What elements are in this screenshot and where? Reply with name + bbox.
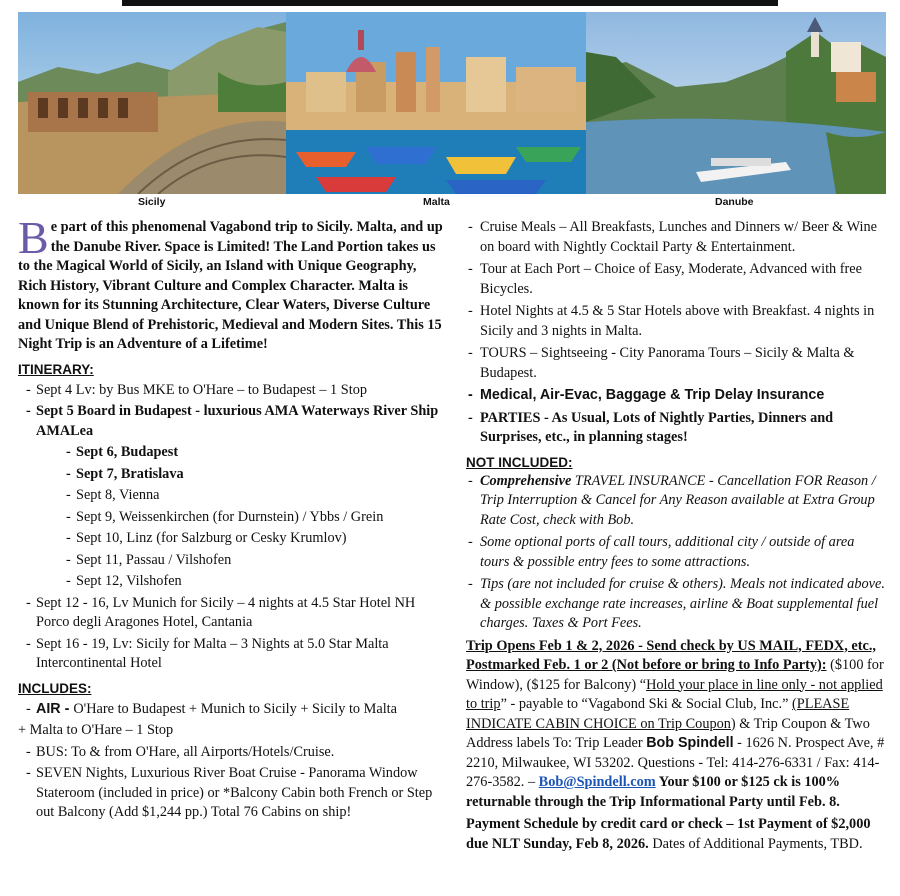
caption-sicily: Sicily [138,196,166,208]
intro-text: e part of this phenomenal Vagabond trip to Sicily. Malta, and up the Danube River. Space is Limited! The Land Portion takes us to the Magical World of Sicily, an Island with Unique Geography, Rich History, Vibrant Culture and Complex Character. Malta is known for its Stunning Architecture, Clear Waters, Diverse Culture and Unique Blend of Prehistoric, Medieval and Modern Sites. This 15 Night Trip is an Adventure of a Lifetime! [18,219,443,352]
right-column [466,218,886,854]
itinerary-item: - Sept 7, Bratislava [18,465,448,485]
includes-parties: - PARTIES - As Usual, Lots of Nightly Parties, Dinners and Surprises, etc., in planning stages! [466,409,886,448]
itinerary-item: - Sept 8, Vienna [18,486,448,506]
includes-tours: - TOURS – Sightseeing - City Panorama Tours – Sicily & Malta & Budapest. [466,344,886,383]
itinerary-heading: ITINERARY: [18,361,94,377]
payment-text: Dates of Additional Payments, TBD. [648,835,863,852]
photo-strip [18,12,886,194]
email-link[interactable]: Bob@Spindell.com [538,774,656,790]
hold-place-text: Hold your place in line only - not applied to trip [466,676,883,712]
payment-bold: Payment Schedule by credit card or check – 1st Payment of $2,000 due NLT Sunday, Feb 8, 2026. [466,816,871,852]
payment-paragraph [466,815,886,854]
includes-air [18,700,448,720]
trip-opens-text-4: - 1626 N. Prospect Ave, # 2210, Milwaukee, WI 53202. Questions - Tel: 414-276-6331 / Fax: 414-276-3582. – [466,735,885,790]
insurance-text: TRAVEL INSURANCE - Cancellation FOR Reason / Trip Interruption & Cancel for Any Reason available at Extra Group Rate Cost, check with Bob. [480,472,876,528]
includes-cruise: - SEVEN Nights, Luxurious River Boat Cruise - Panorama Window Stateroom (included in price) or *Balcony Cabin both French or Step out Balcony (Add $1,244 pp.) Total 76 Cabins on ship! [18,764,448,823]
dropcap: B [18,212,49,263]
includes-tour: - Tour at Each Port – Choice of Easy, Moderate, Advanced with free Bicycles. [466,260,886,299]
left-column [18,212,448,825]
includes-medical: - Medical, Air-Evac, Baggage & Trip Delay Insurance [466,386,886,406]
itinerary-item: - Sept 5 Board in Budapest - luxurious AMA Waterways River Ship AMALea [18,402,448,441]
not-included-optional: - Some optional ports of call tours, additional city / outside of area tours & possible entry fees to some attractions. [466,533,886,572]
not-included-tips: - Tips (are not included for cruise & others). Meals not indicated above. & possible exchange rate increases, airline & Boat supplemental fuel charges. Taxes & Port Fees. [466,575,886,634]
intro-paragraph [18,212,448,355]
trip-opens-paragraph [466,637,886,813]
itinerary-item: - Sept 11, Passau / Vilshofen [18,551,448,571]
includes-air-cont: + Malta to O'Hare – 1 Stop [18,722,174,738]
itinerary-item: - Sept 6, Budapest [18,443,448,463]
itinerary-item: - Sept 9, Weissenkirchen (for Durnstein) / Ybbs / Grein [18,508,448,528]
malta-photo [286,12,586,194]
trip-opens-bold: Trip Opens Feb 1 & 2, 2026 - Send check by US MAIL, FEDX, etc., Postmarked Feb. 1 or 2 (Not before or bring to Info Party): [466,637,876,673]
danube-photo [586,12,886,194]
air-text: O'Hare to Budapest + Munich to Sicily + Sicily to Malta [73,700,397,717]
trip-opens-text-5: Your $100 or $125 ck is 100% returnable through the Trip Informational Party until Feb. 8. [466,774,841,810]
includes-hotel: - Hotel Nights at 4.5 & 5 Star Hotels above with Breakfast. 4 nights in Sicily and 3 nights in Malta. [466,302,886,341]
itinerary-item: - Sept 4 Lv: by Bus MKE to O'Hare – to Budapest – 1 Stop [18,381,448,401]
caption-danube: Danube [715,196,754,208]
air-label: AIR - [36,700,74,717]
caption-malta: Malta [423,196,450,208]
not-included-heading: NOT INCLUDED: [466,454,573,470]
sicily-photo [18,12,286,194]
not-included-insurance [466,472,886,531]
trip-leader-name: Bob Spindell [646,735,734,751]
top-bar [122,0,778,6]
trip-opens-text-1: ($100 for Window), ($125 for Balcony) “ [466,657,884,693]
itinerary-item: - Sept 12 - 16, Lv Munich for Sicily – 4 nights at 4.5 Star Hotel NH Porco degli Aragones Hotel, Cantania [18,594,448,633]
insurance-bold: Comprehensive [480,472,572,489]
includes-heading: INCLUDES: [18,680,92,696]
itinerary-item: - Sept 12, Vilshofen [18,572,448,592]
itinerary-item: - Sept 16 - 19, Lv: Sicily for Malta – 3 Nights at 5.0 Star Malta Intercontinental Hotel [18,635,448,674]
includes-meals: - Cruise Meals – All Breakfasts, Lunches and Dinners w/ Beer & Wine on board with Nightly Cocktail Party & Entertainment. [466,218,886,257]
cabin-choice-text: (PLEASE INDICATE CABIN CHOICE on Trip Coupon) [466,696,850,732]
trip-opens-text-3: & Trip Coupon & Two Address labels To: Trip Leader [466,715,870,751]
includes-bus: - BUS: To & from O'Hare, all Airports/Hotels/Cruise. [18,743,448,763]
itinerary-item: - Sept 10, Linz (for Salzburg or Cesky Krumlov) [18,529,448,549]
trip-opens-text-2: ” - payable to “Vagabond Ski & Social Club, Inc.” [500,696,792,712]
photo-captions [18,196,886,212]
